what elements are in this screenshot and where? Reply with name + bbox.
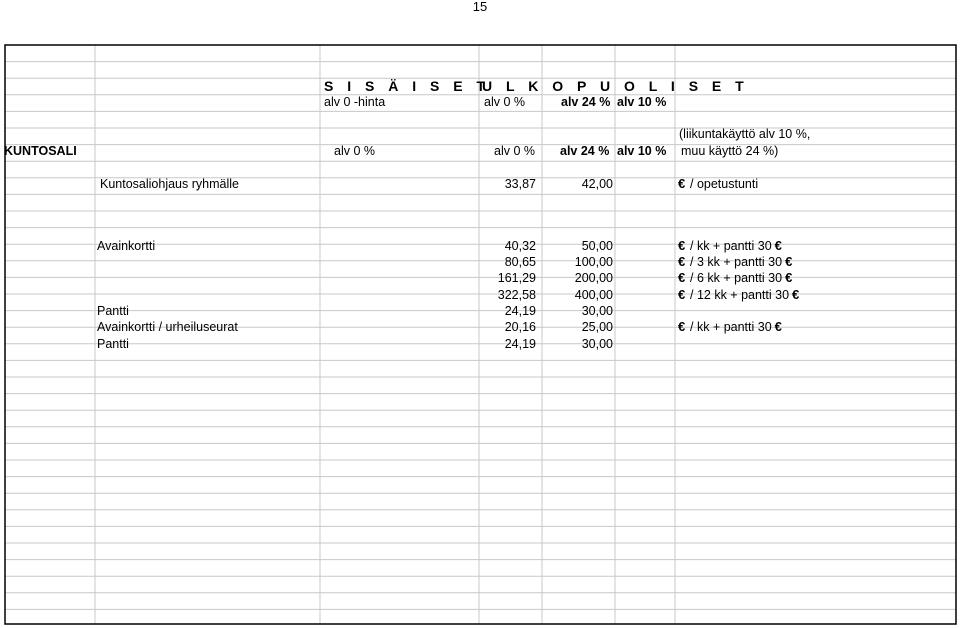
row-unit: / 12 kk + pantti 30 — [690, 288, 790, 302]
kuntosali-col-alv0-a: alv 0 % — [334, 144, 375, 158]
subheader-alv10: alv 10 % — [617, 95, 667, 109]
row-value-alv24: 30,00 — [581, 337, 613, 351]
header-ulkopuoliset: U L K O P U O L I S E T — [482, 78, 749, 94]
euro-sign-trailing: € — [774, 319, 782, 334]
euro-sign: € — [678, 176, 686, 191]
row-value-alv0: 80,65 — [504, 255, 536, 269]
subheader-alv0-hinta: alv 0 -hinta — [324, 95, 386, 109]
row-value-alv24: 42,00 — [581, 177, 613, 191]
subheader-alv0: alv 0 % — [484, 95, 525, 109]
row-value-alv24: 100,00 — [574, 255, 613, 269]
subheader-alv24: alv 24 % — [561, 95, 611, 109]
row-value-alv0: 24,19 — [504, 337, 536, 351]
row-value-alv24: 200,00 — [574, 271, 613, 285]
row-value-alv0: 161,29 — [497, 271, 536, 285]
row-value-alv0: 322,58 — [497, 288, 536, 302]
row-unit: / kk + pantti 30 — [690, 239, 772, 253]
kuntosali-col-alv0-b: alv 0 % — [494, 144, 535, 158]
euro-sign-trailing: € — [774, 238, 782, 253]
row-value-alv24: 30,00 — [581, 304, 613, 318]
row-value-alv24: 400,00 — [574, 288, 613, 302]
kuntosali-note-line2: muu käyttö 24 %) — [681, 144, 779, 158]
row-label: Kuntosaliohjaus ryhmälle — [100, 177, 239, 191]
row-label: Pantti — [97, 304, 129, 318]
row-label: Pantti — [97, 337, 129, 351]
euro-sign: € — [678, 319, 686, 334]
row-value-alv24: 25,00 — [581, 320, 613, 334]
kuntosali-note-line1: (liikuntakäyttö alv 10 %, — [679, 127, 811, 141]
row-unit: / 3 kk + pantti 30 — [690, 255, 783, 269]
row-value-alv0: 24,19 — [504, 304, 536, 318]
euro-sign-trailing: € — [792, 287, 800, 302]
euro-sign-trailing: € — [785, 270, 793, 285]
kuntosali-title: KUNTOSALI — [4, 144, 77, 158]
row-label: Avainkortti — [97, 239, 156, 253]
row-value-alv0: 20,16 — [504, 320, 536, 334]
euro-sign: € — [678, 270, 686, 285]
row-unit: / kk + pantti 30 — [690, 320, 772, 334]
kuntosali-col-alv10: alv 10 % — [617, 144, 667, 158]
row-unit: / 6 kk + pantti 30 — [690, 271, 783, 285]
page-number: 15 — [472, 0, 488, 14]
row-value-alv0: 40,32 — [504, 239, 536, 253]
row-value-alv0: 33,87 — [504, 177, 536, 191]
euro-sign-trailing: € — [785, 254, 793, 269]
row-value-alv24: 50,00 — [581, 239, 613, 253]
euro-sign: € — [678, 238, 686, 253]
row-unit: / opetustunti — [690, 177, 759, 191]
euro-sign: € — [678, 287, 686, 302]
euro-sign: € — [678, 254, 686, 269]
kuntosali-col-alv24: alv 24 % — [560, 144, 610, 158]
header-sisaiset: S I S Ä I S E T — [324, 78, 491, 94]
row-label: Avainkortti / urheiluseurat — [97, 320, 238, 334]
